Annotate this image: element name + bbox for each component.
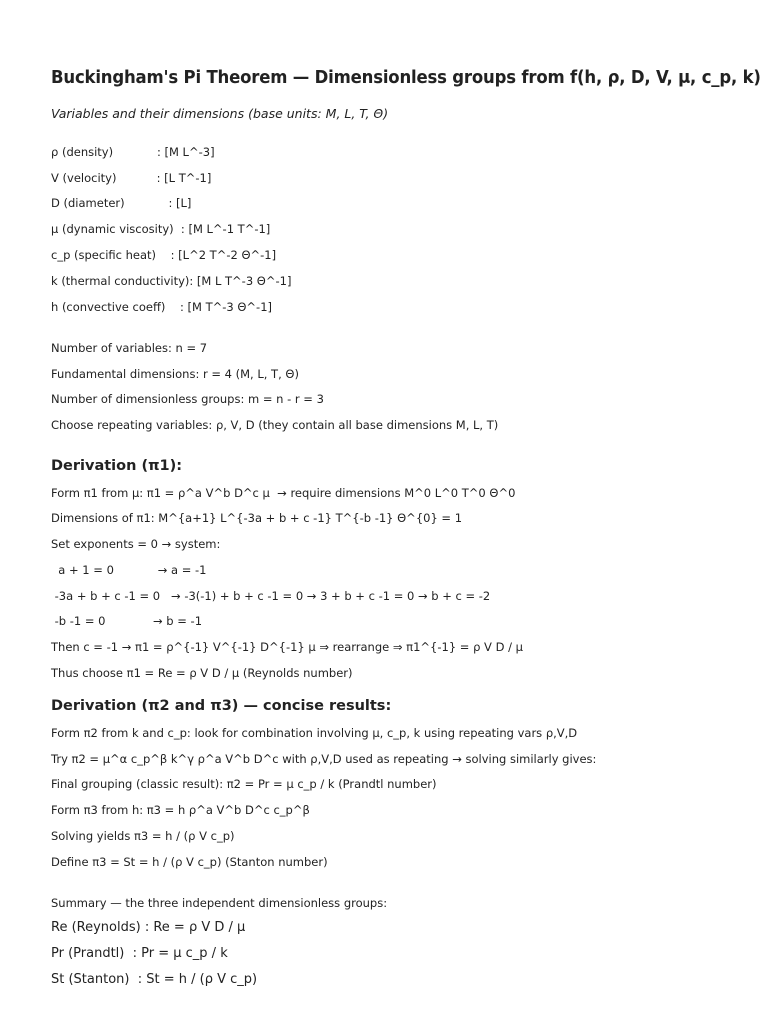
variable-line: k (thermal conductivity): [M L T^-3 Θ^-1] [51,274,292,288]
summary-group: Pr (Prandtl) : Pr = μ c_p / k [51,946,228,961]
summary-group: Re (Reynolds) : Re = ρ V D / μ [51,920,246,935]
derivation-line: Thus choose π1 = Re = ρ V D / μ (Reynolds number) [51,666,353,680]
derivation-line: Try π2 = μ^α c_p^β k^γ ρ^a V^b D^c with ρ,V,D used as repeating → solving similarly gives: [51,752,597,766]
variable-line: D (diameter) : [L] [51,196,192,210]
summary-intro: Summary — the three independent dimensionless groups: [51,896,388,910]
derivation-line: Form π3 from h: π3 = h ρ^a V^b D^c c_p^β [51,803,310,817]
derivation-line: Solving yields π3 = h / (ρ V c_p) [51,829,235,843]
page-subtitle: Variables and their dimensions (base units: M, L, T, Θ) [51,106,389,121]
variable-line: h (convective coeff) : [M T^-3 Θ^-1] [51,300,273,314]
variable-line: μ (dynamic viscosity) : [M L^-1 T^-1] [51,222,271,236]
section-heading-pi2-pi3: Derivation (π2 and π3) — concise results: [51,698,392,714]
page-title: Buckingham's Pi Theorem — Dimensionless groups from f(h, ρ, D, V, μ, c_p, k) [51,68,761,88]
count-line: Number of variables: n = 7 [51,341,208,355]
derivation-line: Define π3 = St = h / (ρ V c_p) (Stanton number) [51,855,328,869]
derivation-line: Dimensions of π1: M^{a+1} L^{-3a + b + c -1} T^{-b -1} Θ^{0} = 1 [51,511,463,525]
section-heading-pi1: Derivation (π1): [51,458,183,474]
count-line: Choose repeating variables: ρ, V, D (they contain all base dimensions M, L, T) [51,418,499,432]
variable-line: V (velocity) : [L T^-1] [51,171,212,185]
derivation-line: Then c = -1 → π1 = ρ^{-1} V^{-1} D^{-1} μ ⇒ rearrange ⇒ π1^{-1} = ρ V D / μ [51,640,523,654]
variable-line: c_p (specific heat) : [L^2 T^-2 Θ^-1] [51,248,277,262]
derivation-line: Form π1 from μ: π1 = ρ^a V^b D^c μ → require dimensions M^0 L^0 T^0 Θ^0 [51,486,516,500]
derivation-line: -b -1 = 0 → b = -1 [51,614,203,628]
derivation-line: a + 1 = 0 → a = -1 [51,563,207,577]
derivation-line: -3a + b + c -1 = 0 → -3(-1) + b + c -1 = 0 → 3 + b + c -1 = 0 → b + c = -2 [51,589,491,603]
count-line: Fundamental dimensions: r = 4 (M, L, T, Θ) [51,367,299,381]
derivation-line: Form π2 from k and c_p: look for combination involving μ, c_p, k using repeating vars ρ,V,D [51,726,578,740]
variable-line: ρ (density) : [M L^-3] [51,145,215,159]
derivation-line: Set exponents = 0 → system: [51,537,221,551]
count-line: Number of dimensionless groups: m = n - r = 3 [51,392,324,406]
derivation-line: Final grouping (classic result): π2 = Pr = μ c_p / k (Prandtl number) [51,777,437,791]
summary-group: St (Stanton) : St = h / (ρ V c_p) [51,972,258,987]
